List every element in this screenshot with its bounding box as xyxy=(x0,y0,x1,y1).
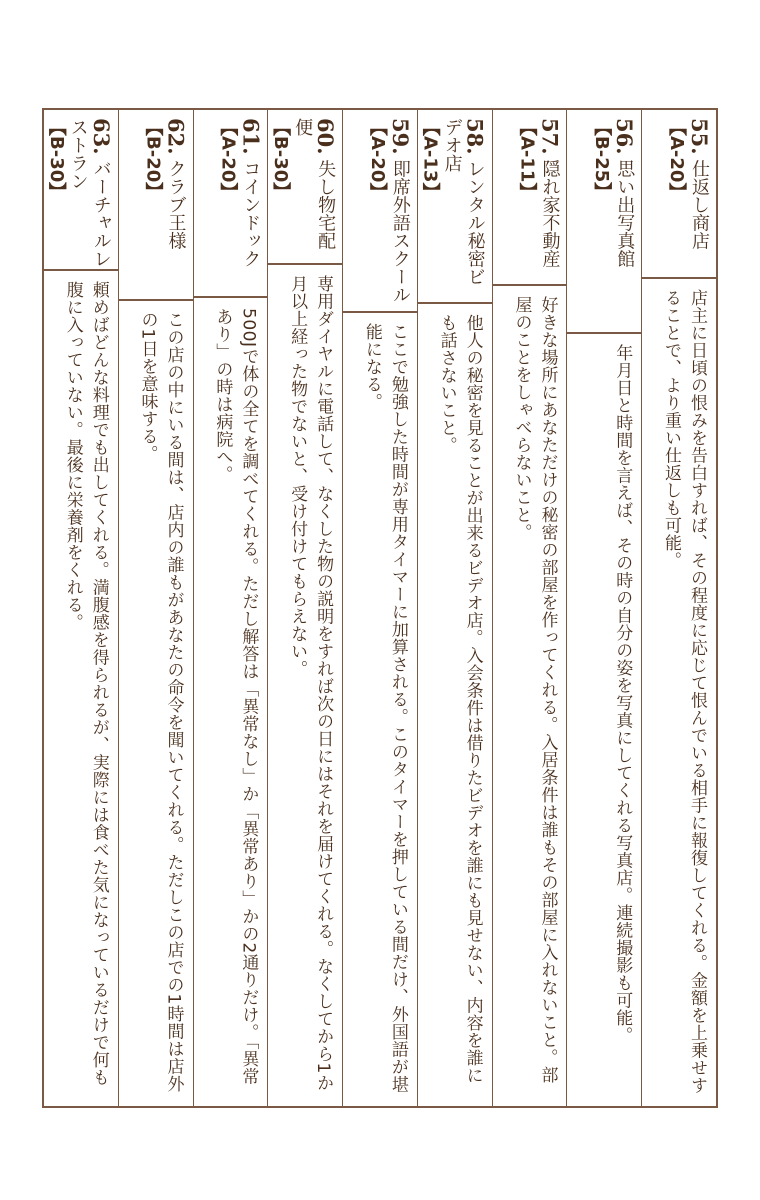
entry-59 xyxy=(342,110,417,1106)
entry-header xyxy=(194,110,268,298)
entry-description: 専用ダイヤルに電話して、なくした物の説明をすれば次の日にはそれを届けてくれる。なくしてから1か月以上経った物でないと、受け付けてもらえない。 xyxy=(287,274,334,1091)
entry-description: 他人の秘密を見ることが出来るビデオ店。入会条件は借りたビデオを誰にも見せない、内容を誰にも話さないこと。 xyxy=(436,314,483,1085)
entry-name: レンタル秘密ビデオ店 xyxy=(441,118,486,286)
entry-name: 失し物宅配便 xyxy=(292,118,337,250)
entry-code: 【A-11】 xyxy=(516,118,538,201)
entry-header xyxy=(343,110,417,313)
entry-55 xyxy=(641,110,716,1106)
entry-name: 仕返し商店 xyxy=(689,159,710,250)
entry-61 xyxy=(193,110,268,1106)
entry-header xyxy=(44,110,118,271)
entry-header xyxy=(119,110,193,301)
entry-number: 61. xyxy=(238,118,264,155)
entry-number: 60. xyxy=(313,118,339,155)
entry-header xyxy=(418,110,492,304)
entry-description: 好きな場所にあなただけの秘密の部屋を作ってくれる。入居条件は誰もその部屋に入れないこと。部屋のことをしゃべらないこと。 xyxy=(511,296,558,1084)
entry-header xyxy=(567,110,641,334)
entry-code: 【A-20】 xyxy=(366,118,388,201)
entry-number: 58. xyxy=(462,118,488,155)
entry-description: この店の中にいる間は、店内の誰もがあなたの命令を聞いてくれる。ただしこの店での1時間は店外の1日を意味する。 xyxy=(137,310,184,1092)
entry-name: 即席外語スクール xyxy=(389,159,411,304)
entry-header xyxy=(268,110,342,265)
entry-56 xyxy=(566,110,641,1106)
entry-code: 【A-13】 xyxy=(419,118,441,201)
entry-description: 年月日と時間を言えば、その時の自分の姿を写真にしてくれる写真店。連続撮影も可能。 xyxy=(612,344,633,1044)
entry-name: 思い出写真館 xyxy=(614,159,636,268)
entry-code: 【A-20】 xyxy=(666,118,687,201)
entry-code: 【B-30】 xyxy=(45,118,67,201)
entry-header xyxy=(642,110,716,279)
entry-description: ここで勉強した時間が専用タイマーに加算される。このタイマーを押している間だけ、外国語が堪能になる。 xyxy=(361,323,408,1094)
entry-name: コインドック xyxy=(240,159,262,268)
entry-code: 【B-30】 xyxy=(270,118,292,201)
entry-58 xyxy=(417,110,492,1106)
entry-code: 【B-25】 xyxy=(591,118,613,201)
entry-description: 店主に日頃の恨みを告白すれば、その程度に応じて恨んでいる相手に報復してくれる。金額を上乗せすることで、より重い仕返しも可能。 xyxy=(661,289,707,1095)
entry-name: バーチャルレストラン xyxy=(67,118,112,268)
entry-number: 59. xyxy=(387,118,413,155)
entry-number: 62. xyxy=(163,118,189,155)
entry-number: 56. xyxy=(612,118,638,155)
entry-57 xyxy=(492,110,567,1106)
entry-description: 500Jで体の全てを調べてくれる。ただし解答は「異常なし」か「異常あり」かの2通りだけ。「異常あり」の時は病院へ。 xyxy=(212,307,259,1085)
entry-code: 【A-20】 xyxy=(217,118,239,201)
entry-62 xyxy=(118,110,193,1106)
entry-description: 頼めばどんな料理でも出してくれる。満腹感を得られるが、実際には食べた気になっているだけで何も腹に入っていない。最後に栄養剤をくれる。 xyxy=(62,281,109,1087)
entry-number: 55. xyxy=(687,118,712,155)
entry-number: 63. xyxy=(88,118,114,155)
entry-name: 隠れ家不動産 xyxy=(539,159,561,268)
entry-63 xyxy=(44,110,118,1106)
entry-code: 【B-20】 xyxy=(142,118,164,201)
entry-name: クラブ王様 xyxy=(165,159,187,250)
entry-60 xyxy=(267,110,342,1106)
item-table xyxy=(42,108,718,1108)
entry-number: 57. xyxy=(537,118,563,155)
entry-header xyxy=(493,110,567,286)
